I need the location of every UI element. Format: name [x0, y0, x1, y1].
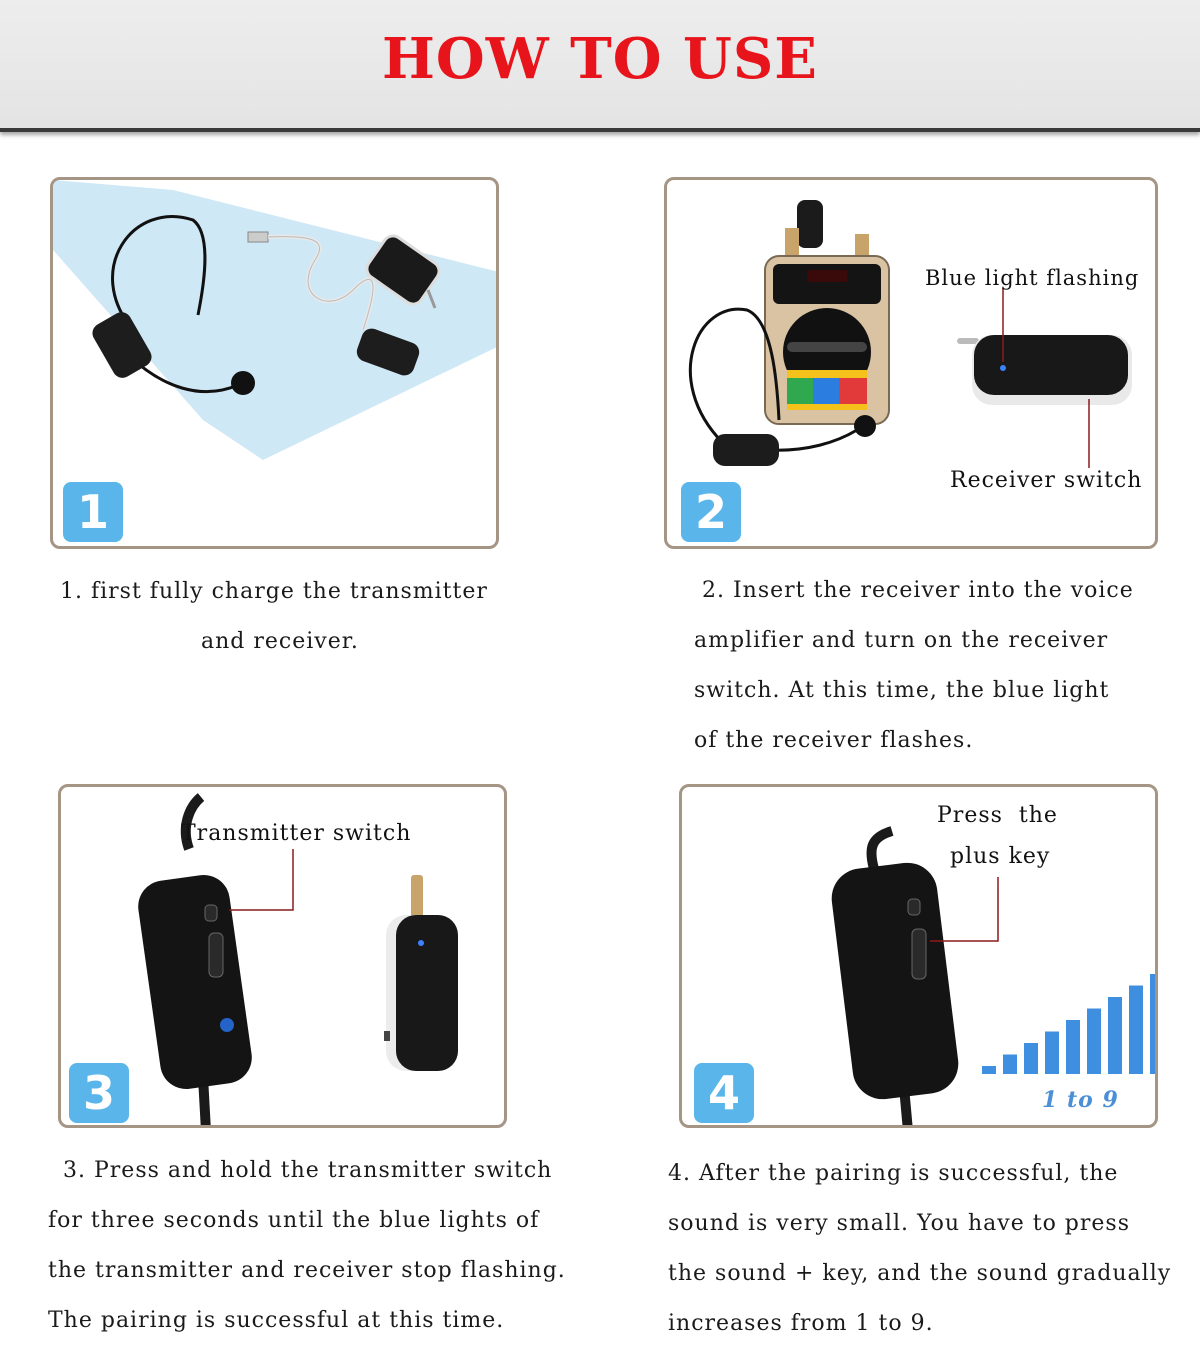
step-2-caption-line-2: amplifier and turn on the receiver: [694, 628, 1109, 653]
step-3-caption-line-1: 3. Press and hold the transmitter switch: [63, 1158, 553, 1183]
step-4-badge: 4: [694, 1063, 754, 1123]
volume-level-bars: [982, 974, 1158, 1074]
step-4-caption-line-4: increases from 1 to 9.: [668, 1311, 934, 1336]
receiver-switch-label: Receiver switch: [950, 468, 1143, 493]
volume-bar-2: [1003, 1055, 1017, 1075]
step-3-caption-line-4: The pairing is successful at this time.: [48, 1308, 505, 1333]
step-3-caption-line-2: for three seconds until the blue lights of: [48, 1208, 540, 1233]
step-3-badge: 3: [69, 1063, 129, 1123]
volume-range-label: 1 to 9: [1042, 1087, 1119, 1113]
step-2-caption-line-1: 2. Insert the receiver into the voice: [702, 578, 1134, 603]
step-3-caption-line-3: the transmitter and receiver stop flashing.: [48, 1258, 566, 1283]
step-2-caption-line-4: of the receiver flashes.: [694, 728, 974, 753]
step-2-caption-line-3: switch. At this time, the blue light: [694, 678, 1110, 703]
step-4-panel: [679, 784, 1158, 1128]
header-banner: [0, 0, 1200, 132]
volume-bar-5: [1066, 1020, 1080, 1074]
page-title: HOW TO USE: [382, 26, 818, 92]
volume-bar-4: [1045, 1032, 1059, 1075]
step-1-panel: [50, 177, 499, 549]
volume-bar-8: [1129, 986, 1143, 1075]
press-plus-label-line-1: Press the: [937, 803, 1058, 828]
step-4-caption-line-3: the sound + key, and the sound gradually: [668, 1261, 1172, 1286]
press-plus-label-line-2: plus key: [950, 844, 1051, 869]
step-1-caption-line-2: and receiver.: [201, 629, 359, 654]
volume-bar-9: [1150, 974, 1158, 1074]
step-3-panel: [58, 784, 507, 1128]
step-1-badge: 1: [63, 482, 123, 542]
step-1-caption-line-1: 1. first fully charge the transmitter: [60, 579, 488, 604]
step-2-panel: [664, 177, 1158, 549]
volume-bar-3: [1024, 1043, 1038, 1074]
step-4-caption-line-1: 4. After the pairing is successful, the: [668, 1161, 1119, 1186]
transmitter-switch-label: Transmitter switch: [181, 821, 412, 846]
step-4-caption-line-2: sound is very small. You have to press: [668, 1211, 1131, 1236]
blue-light-label: Blue light flashing: [925, 266, 1140, 290]
volume-bar-6: [1087, 1009, 1101, 1075]
step-2-badge: 2: [681, 482, 741, 542]
volume-bar-7: [1108, 997, 1122, 1074]
volume-bar-1: [982, 1066, 996, 1074]
